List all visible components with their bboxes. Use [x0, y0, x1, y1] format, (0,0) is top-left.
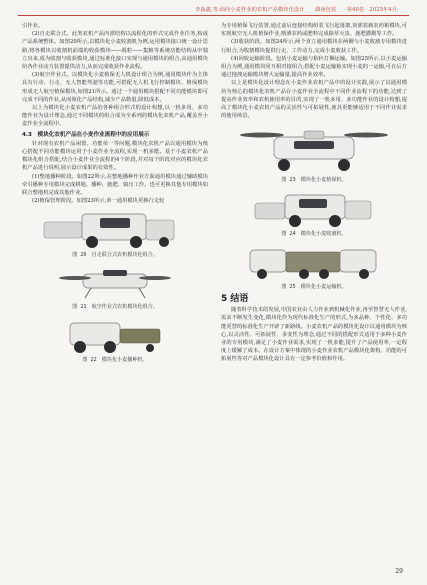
- paragraph: (1)整地播种阶段。如图22所示,在整地播种作业方面通用模块通过辅助模块牵引播种专用模块完成耕地、播种、施肥、镇压工作。也可更换其他专用模块如联合整地机完成其他作业。: [22, 173, 208, 197]
- paragraph: 引作业。: [22, 23, 44, 29]
- drone-illustration: [55, 264, 175, 302]
- paragraph: (2)植保管理阶段。如图23所示,单一通用模块更换行走轮: [32, 198, 165, 205]
- right-column: [221, 22, 407, 364]
- paragraph: 以上为模块化小麦农机产品的各种组合形式的设计构想,以一机多用、多功能作业为设计理念,通过不同模块的组合成为全系列的模块化农机产品,覆盖至小麦作业全流程中。: [22, 105, 208, 128]
- paragraph: (4)回收运输阶段。包括小麦运输与秸秆打捆运输。如图25所示,以小麦运输组合为例,通用模块同互相对接组合,搭配小麦运输箱实现小麦的一运输,可在后方通过拖拽运输模块增大运输量,提高作业效率。: [221, 55, 407, 79]
- figure-caption: 图 21 航空作业式农机模块化组合。: [72, 303, 158, 310]
- harvester-side-illustration: [249, 189, 379, 229]
- paragraph: 随着科学技术的发展,中国农业由人力作业到机械化作业,再至智慧无人作业,需求不断发生变化,模块化作为现代标准化生产的形式,为多品种、个性化、多功能更替的标准化生产开辟了新路线。小麦农机产品的模块化设计以通用模块为核心,以灵活性、可拓展性、多变性为理念,通过不同的搭配形式适用于多种小麦作业的专用模块,满足了小麦作业需求,实现了一机多能,提升了产品使用率,一定程度上缓解了成本。在设计方案中体现的小麦作业农机产品模块化架构、功能的可拓展性等对产品模块化设计具有一定参考价值和作用。: [221, 307, 407, 363]
- figure-24: [221, 189, 407, 238]
- section-title: 4.3 模块化农机产品在小麦作业流程中的应用展示: [22, 131, 150, 138]
- paragraph: (3)收获阶段。如图24所示,两个直立通用模块在两侧与小麦收割专用模块进行组合,为收割模块提供行走、工作动力,完成小麦收获工作。: [221, 39, 407, 54]
- transporter-illustration: [244, 242, 384, 282]
- paragraph: 为专用植保飞行装置,通过前后连接结构组装飞行起落架,顶部装载农药箱模块,可实现航空无人机植保作业,喷洒农药或肥料完成除草灭虫、施肥灌溉等工作。: [221, 23, 407, 38]
- paragraph: (2)自走联合式。此类农机产品内部结构以流程化的形式完成作业任务,构成产品系统整体。如图20所示,以模块化小麦收割机为例,运用模块接口统一设计思路,将各模块以收割机前端的收获模块——脱粒——集粮等系统功能结构从中独立出来,成为收割与收获模块,通过标准化接口实现与通用模块的组合,由通用模块给各作业动力装置提供动力,从而完成收获作业流程。: [22, 31, 208, 71]
- paragraph: 针对现有农机产品闲置、功能单一等问题,模块化农机产品以通用模块为核心搭配不同功能模块运用于小麦作业全流程,实现一机多能。基于小麦农机产品模块化组合搭配,结合小麦作业全流程的4个阶段,并对每个阶段对应的模块化农机产品进行说明,展示设计成果的有效性。: [22, 140, 208, 172]
- seeder-illustration: [60, 315, 170, 355]
- paragraph: 以上是模块化设计理念在小麦作业农机产品中的设计实践,展示了以通用模块为核心的模块化农机产品在小麦作业全流程中不同作业流程下的功能,达到了提高作业效率和农机使用率的目的,实现了一机多用、多功能作业的设计构想,提高了模块化小麦农机产品的灵活性与可拓展性,使其更能够适用于不同作业需求的使用场景。: [221, 80, 407, 120]
- figure-caption: 图 24 模块化小麦收割机。: [281, 230, 347, 237]
- figure-25: [221, 242, 407, 291]
- harvester-illustration: [40, 208, 190, 250]
- figure-22: [22, 315, 208, 364]
- running-head: 李淼鑫,等:面向小麦作业的农机产品模块化设计 湖南包装 第40卷 2025年4月: [195, 7, 397, 13]
- figure-20: [22, 208, 208, 259]
- sprayer-illustration: [234, 123, 394, 175]
- figure-caption: 图 22 模块化小麦播种机。: [82, 356, 148, 363]
- figure-caption: 图 20 自走联合式农机模块化组合。: [72, 252, 158, 259]
- paragraph: (3)航空作业式。以模块化小麦植保无人机设计组合为例,通用模块作为主体具有行动、行走、无人智能驾驶等功能,可搭配无人机飞行控制模块、植保模块形成无人航空植保模块,如图21所示。通过一个通用模块搭配不同功能模块即可完成不同的作业,从而简化产品结构,减少产品数量,降低成本。: [22, 72, 208, 103]
- figure-caption: 图 25 模块化小麦运输机。: [281, 283, 347, 290]
- conclusion-title: 5 结语: [221, 294, 249, 305]
- figure-caption: 图 23 模块化小麦植保机。: [281, 177, 347, 184]
- header-rule: [18, 15, 409, 16]
- left-column: [22, 22, 208, 368]
- page-number: 29: [395, 568, 403, 575]
- figure-23: [221, 123, 407, 184]
- figure-21: [22, 264, 208, 311]
